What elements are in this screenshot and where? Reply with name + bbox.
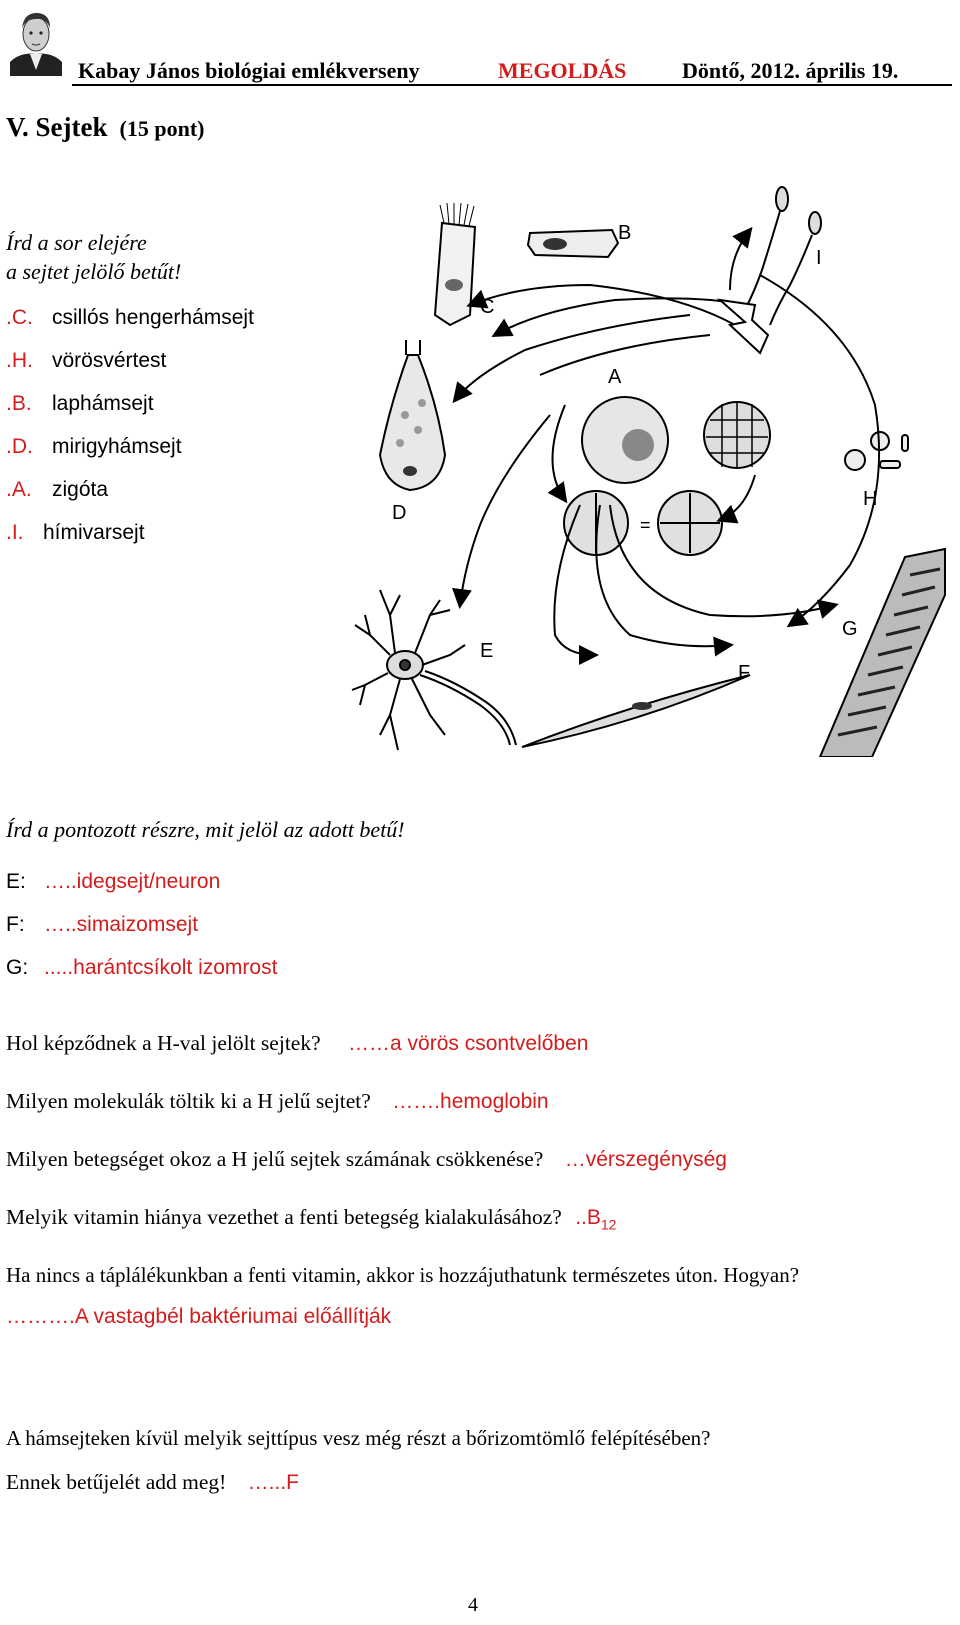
figure-label-c: C: [480, 296, 495, 318]
instruction-dotted: Írd a pontozott részre, mit jelöl az adott betű!: [6, 817, 405, 842]
figure-label-d: D: [392, 502, 407, 524]
figure-label-g: G: [842, 618, 858, 640]
letter-item: [6, 339, 254, 382]
question-5: Ha nincs a táplálékunkban a fenti vitamin, akkor is hozzájuthatunk természetes úton. Hogyan?: [6, 1263, 800, 1287]
header-date: Döntő, 2012. április 19.: [682, 58, 899, 83]
question-6-line-2: [6, 1470, 299, 1495]
question-text: Milyen molekulák töltik ki a H jelű sejtet?: [6, 1089, 371, 1113]
dotted-item: [6, 903, 277, 946]
letter-item: [6, 382, 254, 425]
item-letter: .I.: [6, 521, 24, 544]
question-answer: ..B: [575, 1206, 601, 1229]
dotted-letter: G:: [6, 956, 29, 979]
dotted-item: [6, 860, 277, 903]
question-answer: ……a vörös csontvelőben: [348, 1032, 589, 1055]
question-3: [6, 1147, 727, 1172]
svg-text:=: =: [640, 515, 651, 535]
sperm-cells-drawing: [745, 187, 821, 325]
item-letter: .D.: [6, 435, 33, 458]
figure-label-h: H: [863, 488, 878, 510]
question-1: [6, 1031, 588, 1056]
competition-title: Kabay János biológiai emlékverseny: [78, 58, 420, 83]
dotted-answer: …..idegsejt/neuron: [44, 870, 221, 893]
question-2: [6, 1089, 549, 1114]
question-answer-subscript: 12: [600, 1216, 617, 1233]
page-number: 4: [468, 1594, 478, 1616]
instruction-line-1: Írd a sor elejére: [6, 230, 147, 255]
item-text: vörösvértest: [52, 349, 167, 372]
figure-label-b: B: [618, 222, 632, 244]
ciliated-cell-drawing: [435, 203, 475, 325]
dotted-letter: F:: [6, 913, 25, 936]
squamous-cell-drawing: [528, 230, 618, 257]
section-title: [6, 112, 204, 143]
item-text: hímivarsejt: [43, 521, 145, 544]
letter-item: [6, 511, 254, 554]
smooth-muscle-drawing: [522, 675, 750, 747]
question-text: Ennek betűjelét add meg!: [6, 1470, 227, 1494]
dotted-item: [6, 946, 277, 989]
letter-item-list: [6, 296, 254, 554]
question-text: Hol képződnek a H-val jelölt sejtek?: [6, 1031, 321, 1055]
section-points: (15 pont): [119, 116, 205, 141]
dotted-item-list: [6, 860, 277, 989]
question-text: Melyik vitamin hiánya vezethet a fenti betegség kialakulásához?: [6, 1205, 562, 1229]
figure-label-e: E: [480, 640, 494, 662]
glandular-cell-drawing: [380, 340, 445, 490]
dotted-answer: …..simaizomsejt: [44, 913, 199, 936]
zygote-drawing: [582, 397, 668, 483]
item-letter: .H.: [6, 349, 33, 372]
instruction-letters: [6, 228, 181, 286]
morula-drawing: [704, 402, 770, 468]
figure-label-f: F: [738, 662, 751, 684]
question-4: [6, 1205, 616, 1232]
question-6: A hámsejteken kívül melyik sejttípus vesz még részt a bőrizomtömlő felépítésében?: [6, 1426, 711, 1450]
four-cell-drawing: [658, 491, 722, 555]
solution-label: MEGOLDÁS: [498, 58, 627, 83]
question-5-answer: ……….A vastagbél baktériumai előállítják: [6, 1305, 392, 1328]
instruction-line-2: a sejtet jelölő betűt!: [6, 259, 182, 284]
item-text: mirigyhámsejt: [52, 435, 182, 458]
figure-label-i: I: [816, 247, 822, 269]
question-answer: …vérszegénység: [564, 1148, 727, 1171]
question-text: Milyen betegséget okoz a H jelű sejtek számának csökkenése?: [6, 1147, 544, 1171]
figure-label-a: A: [608, 366, 622, 388]
item-text: zigóta: [52, 478, 109, 501]
dotted-letter: E:: [6, 870, 26, 893]
portrait-image: [6, 4, 66, 76]
item-text: laphámsejt: [52, 392, 154, 415]
red-blood-cells-drawing: [845, 432, 908, 470]
dotted-answer: .....harántcsíkolt izomrost: [44, 956, 278, 979]
question-answer: …….hemoglobin: [392, 1090, 549, 1113]
section-title-text: V. Sejtek: [6, 112, 108, 142]
neuron-drawing: [352, 590, 516, 750]
letter-item: [6, 468, 254, 511]
letter-item: [6, 425, 254, 468]
item-text: csillós hengerhámsejt: [52, 306, 254, 329]
question-answer: …...F: [247, 1471, 300, 1494]
item-letter: .B.: [6, 392, 32, 415]
cell-diagram: [350, 175, 955, 757]
letter-item: [6, 296, 254, 339]
item-letter: .C.: [6, 306, 33, 329]
item-letter: .A.: [6, 478, 32, 501]
page-header: [72, 56, 952, 86]
